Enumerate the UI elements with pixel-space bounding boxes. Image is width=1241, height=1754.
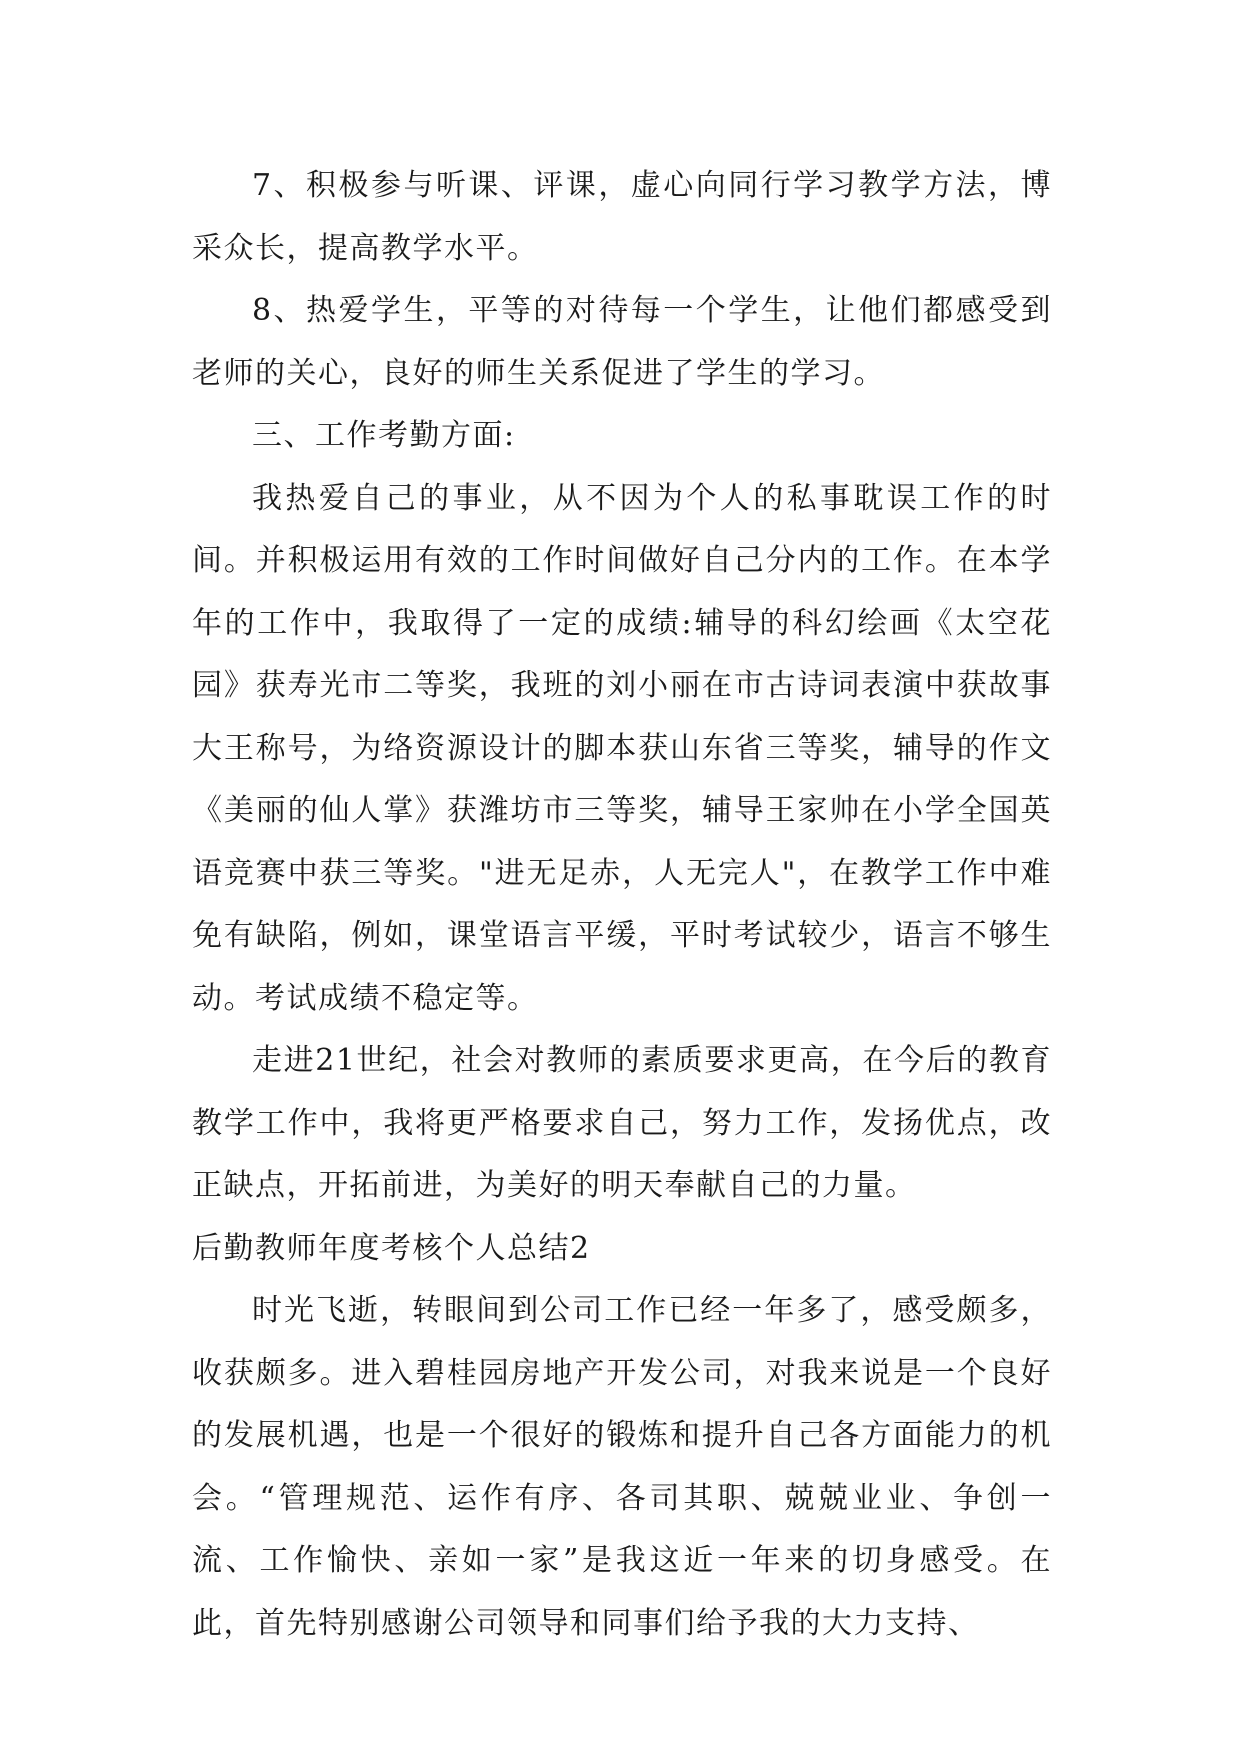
paragraph-future-plan: 走进21世纪，社会对教师的素质要求更高，在今后的教育教学工作中，我将更严格要求自己，努力工作，发扬优点，改正缺点，开拓前进，为美好的明天奉献自己的力量。 (192, 1043, 1052, 1203)
section-heading-attendance: 三、工作考勤方面: (252, 418, 516, 453)
paragraph-company-intro: 时光飞逝，转眼间到公司工作已经一年多了，感受颇多，收获颇多。进入碧桂园房地产开发公司，对我来说是一个良好的发展机遇，也是一个很好的锻炼和提升自己各方面能力的机会。“管理规范、运作有序、各司其职、兢兢业业、争创一流、工作愉快、亲如一家”是我这近一年来的切身感受。在此，首先特别感谢公司领导和同事们给予我的大力支持、 (192, 1293, 1052, 1641)
paragraph-item-7: 7、积极参与听课、评课，虚心向同行学习教学方法，博采众长，提高教学水平。 (192, 168, 1052, 266)
document-title-2: 后勤教师年度考核个人总结2 (192, 1230, 591, 1266)
paragraph-item-8: 8、热爱学生，平等的对待每一个学生，让他们都感受到老师的关心，良好的师生关系促进了学生的学习。 (192, 293, 1052, 391)
document-page (192, 155, 1052, 1655)
paragraph-attendance-body: 我热爱自己的事业，从不因为个人的私事耽误工作的时间。并积极运用有效的工作时间做好自己分内的工作。在本学年的工作中，我取得了一定的成绩:辅导的科幻绘画《太空花园》获寿光市二等奖，我班的刘小丽在市古诗词表演中获故事大王称号，为络资源设计的脚本获山东省三等奖，辅导的作文《美丽的仙人掌》获潍坊市三等奖，辅导王家帅在小学全国英语竞赛中获三等奖。"进无足赤，人无完人"，在教学工作中难免有缺陷，例如，课堂语言平缓，平时考试较少，语言不够生动。考试成绩不稳定等。 (192, 480, 1052, 1016)
